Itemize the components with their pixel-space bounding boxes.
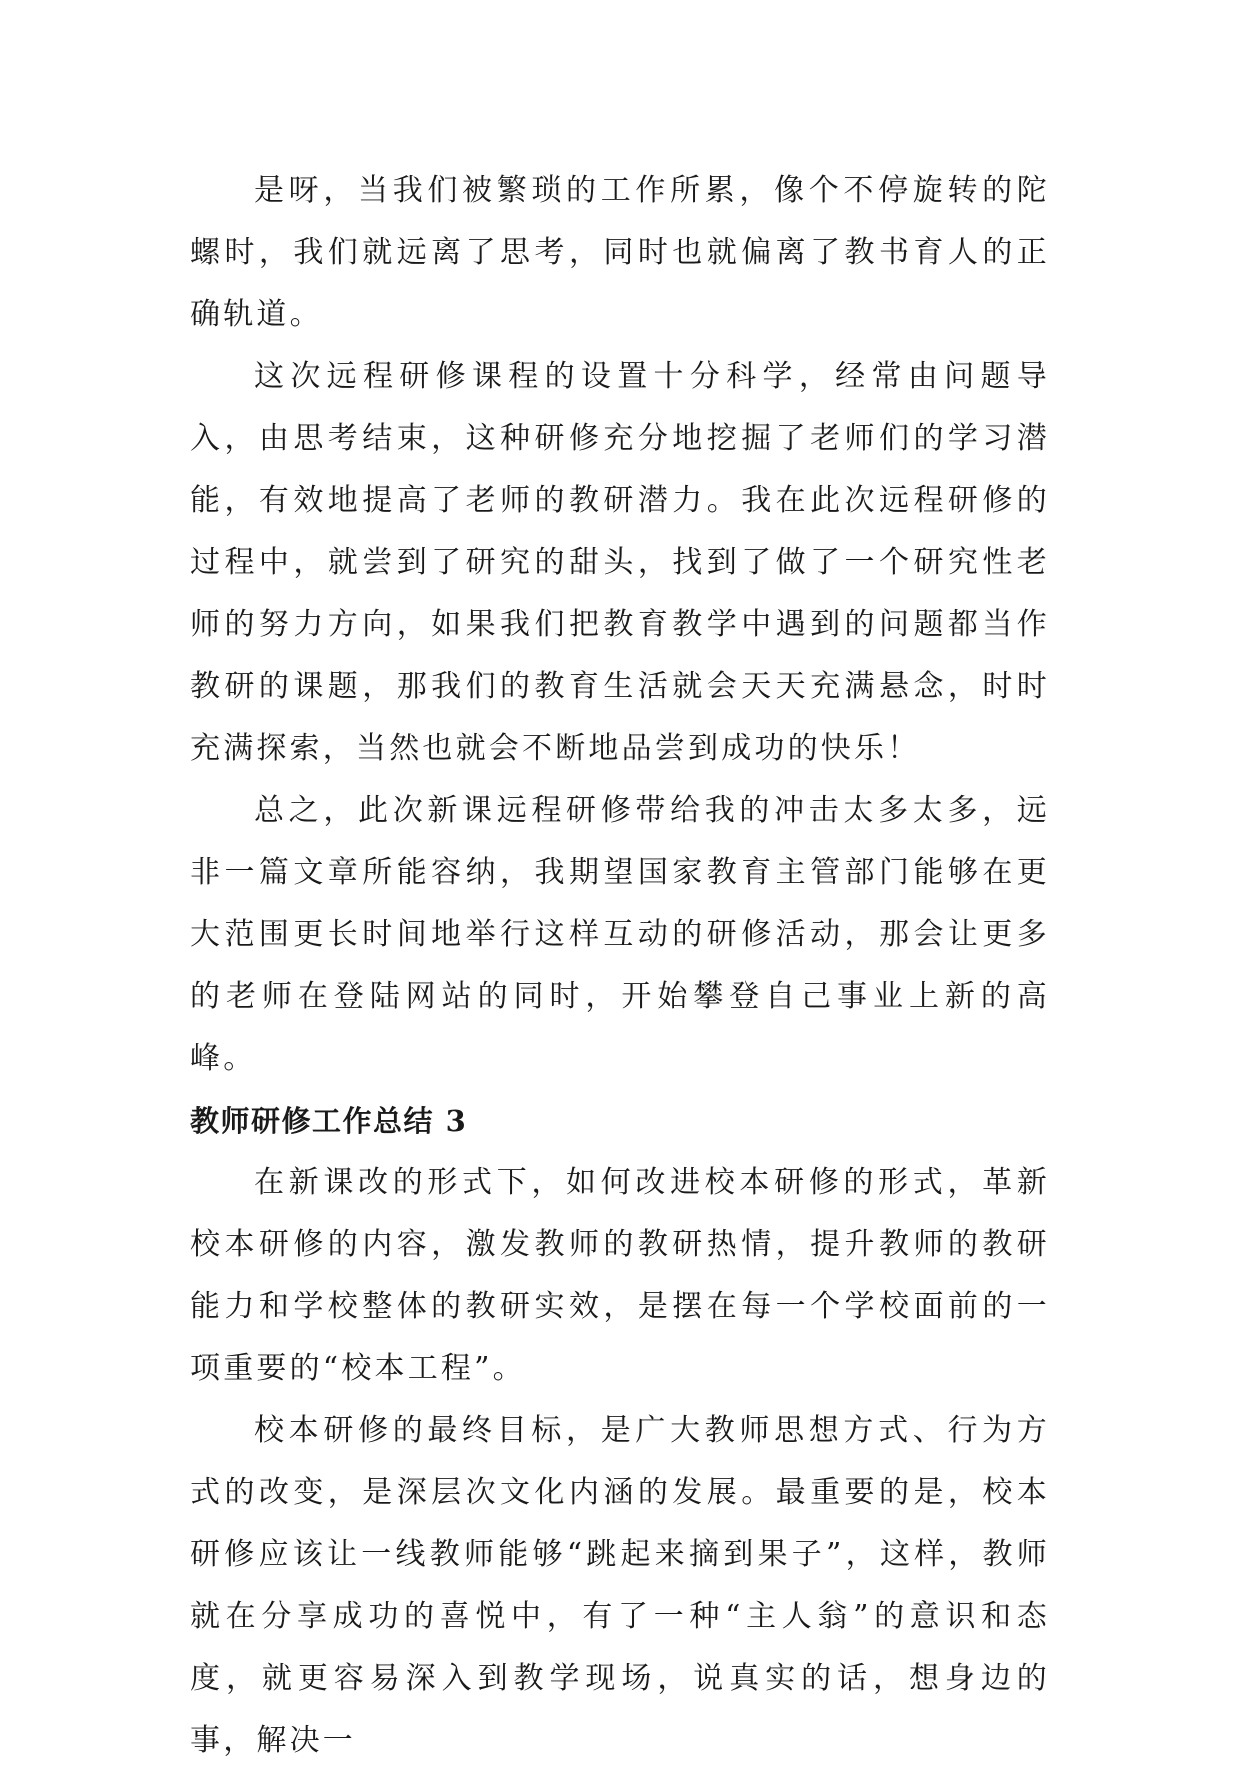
document-page	[190, 160, 1050, 1772]
paragraph-remote-training-course: 这次远程研修课程的设置十分科学，经常由问题导入，由思考结束，这种研修充分地挖掘了老师们的学习潜能，有效地提高了老师的教研潜力。我在此次远程研修的过程中，就尝到了研究的甜头，找到了做了一个研究性老师的努力方向，如果我们把教育教学中遇到的问题都当作教研的课题，那我们的教育生活就会天天充满悬念，时时充满探索，当然也就会不断地品尝到成功的快乐！	[190, 359, 1050, 766]
paragraph-conclusion: 总之，此次新课远程研修带给我的冲击太多太多，远非一篇文章所能容纳，我期望国家教育主管部门能够在更大范围更长时间地举行这样互动的研修活动，那会让更多的老师在登陆网站的同时，开始攀登自己事业上新的高峰。	[190, 793, 1050, 1076]
paragraph-spinning-top: 是呀，当我们被繁琐的工作所累，像个不停旋转的陀螺时，我们就远离了思考，同时也就偏离了教书育人的正确轨道。	[190, 173, 1050, 332]
paragraph-new-curriculum: 在新课改的形式下，如何改进校本研修的形式，革新校本研修的内容，激发教师的教研热情，提升教师的教研能力和学校整体的教研实效，是摆在每一个学校面前的一项重要的“校本工程”。	[190, 1165, 1050, 1386]
paragraph-school-training-goal: 校本研修的最终目标，是广大教师思想方式、行为方式的改变，是深层次文化内涵的发展。最重要的是，校本研修应该让一线教师能够“跳起来摘到果子”，这样，教师就在分享成功的喜悦中，有了一种“主人翁”的意识和态度，就更容易深入到教学现场，说真实的话，想身边的事，解决一	[190, 1413, 1050, 1758]
section-title: 教师研修工作总结 3	[190, 1104, 468, 1138]
